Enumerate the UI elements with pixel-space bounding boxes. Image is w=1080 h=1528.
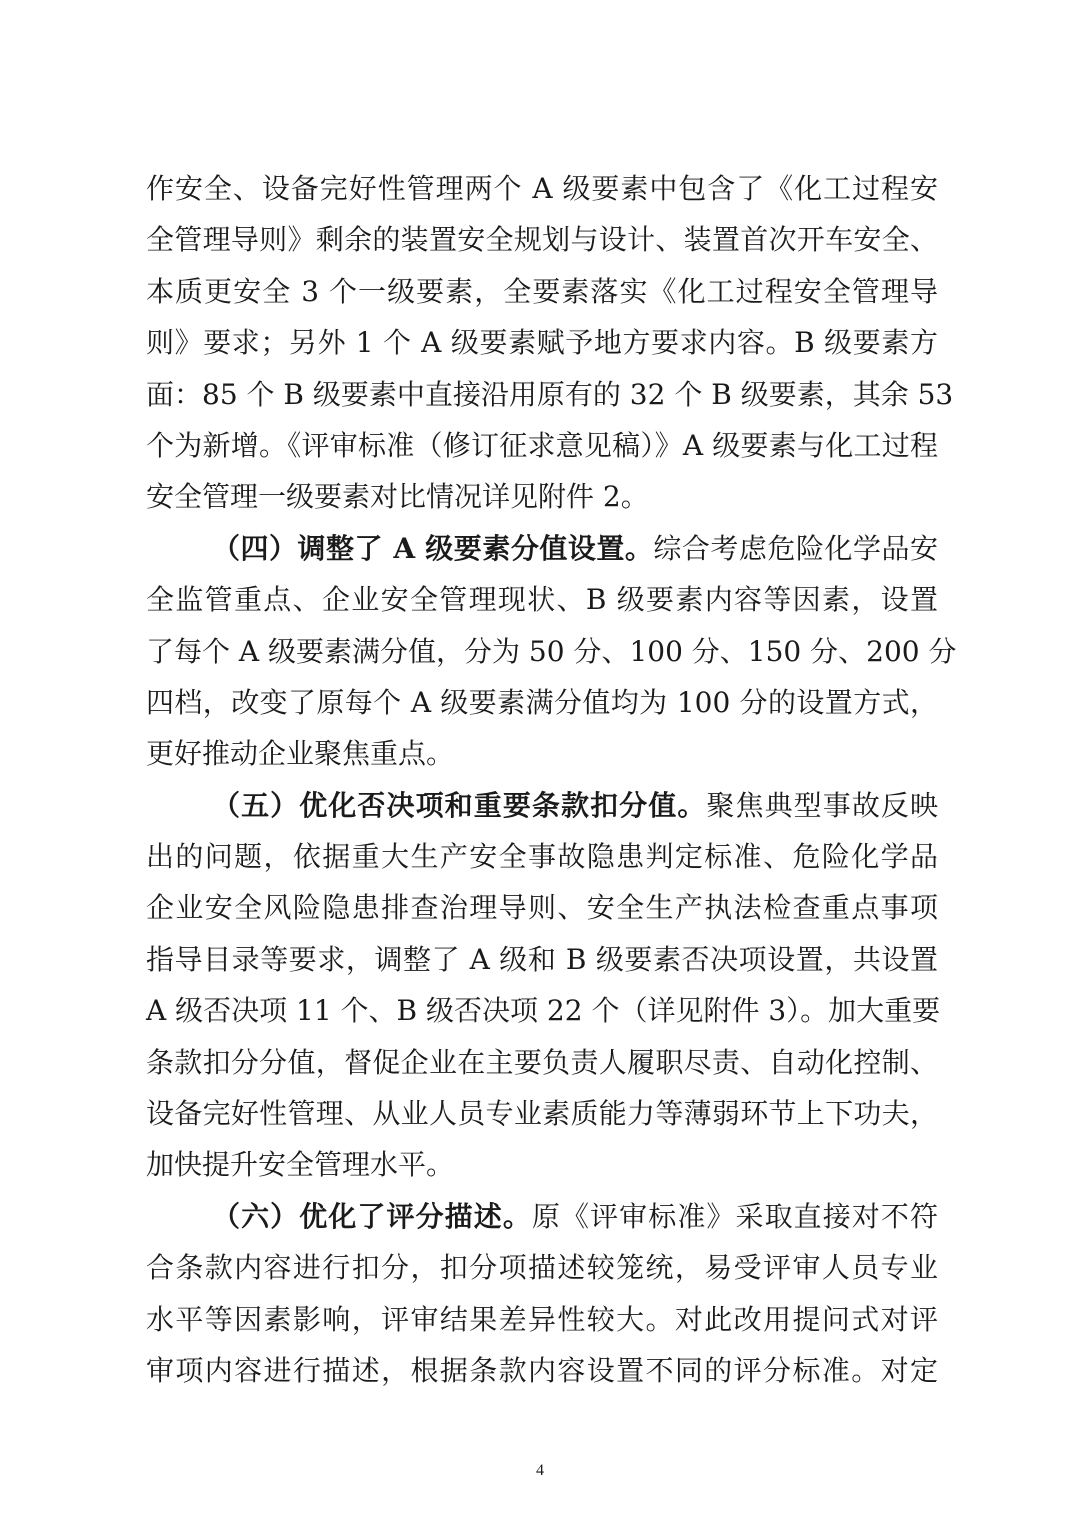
page-number: 4	[536, 1462, 544, 1479]
text-line: 条款扣分分值，督促企业在主要负责人履职尽责、自动化控制、	[146, 1045, 938, 1079]
text-line: 设备完好性管理、从业人员专业素质能力等薄弱环节上下功夫，	[146, 1097, 938, 1131]
text-line: 全监管重点、企业安全管理现状、B 级要素内容等因素，设置	[146, 583, 938, 617]
text-line: 出的问题，依据重大生产安全事故隐患判定标准、危险化学品	[146, 840, 938, 874]
paragraph-section-5	[146, 780, 941, 1191]
paragraph-section-4	[146, 523, 957, 780]
text-line: 合条款内容进行扣分，扣分项描述较笼统，易受评审人员专业	[146, 1251, 938, 1285]
text-span: 原《评审标准》采取直接对不符	[531, 1199, 938, 1233]
text-line	[146, 1191, 938, 1242]
text-line: 安全管理一级要素对比情况详见附件 2。	[146, 480, 649, 514]
text-line: 个为新增。《评审标准（修订征求意见稿）》A 级要素与化工过程	[146, 428, 938, 462]
section-heading: （六）优化了评分描述。	[212, 1199, 532, 1233]
text-line: 了每个 A 级要素满分值，分为 50 分、100 分、150 分、200 分	[146, 634, 957, 668]
text-line: 加快提升安全管理水平。	[146, 1148, 455, 1182]
text-span: 聚焦典型事故反映	[706, 788, 938, 822]
text-line: 审项内容进行描述，根据条款内容设置不同的评分标准。对定	[146, 1353, 938, 1387]
paragraph-section-6	[146, 1191, 938, 1397]
text-line: 指导目录等要求，调整了 A 级和 B 级要素否决项设置，共设置	[146, 942, 938, 976]
text-line: 水平等因素影响，评审结果差异性较大。对此改用提问式对评	[146, 1302, 938, 1336]
text-span: 综合考虑危险化学品安	[653, 531, 938, 565]
text-line: 全管理导则》剩余的装置安全规划与设计、装置首次开车安全、	[146, 223, 938, 257]
paragraph-continuation	[146, 163, 954, 523]
text-line	[146, 780, 938, 831]
text-line	[146, 523, 938, 574]
text-line: 四档，改变了原每个 A 级要素满分值均为 100 分的设置方式，	[146, 685, 938, 719]
section-heading: （五）优化否决项和重要条款扣分值。	[212, 788, 707, 822]
text-line: 本质更安全 3 个一级要素，全要素落实《化工过程安全管理导	[146, 274, 938, 308]
text-line: 企业安全风险隐患排查治理导则、安全生产执法检查重点事项	[146, 891, 938, 925]
text-line: 作安全、设备完好性管理两个 A 级要素中包含了《化工过程安	[146, 172, 938, 205]
document-body	[146, 163, 957, 1396]
text-line: 更好推动企业聚焦重点。	[146, 737, 455, 771]
text-line: 面：85 个 B 级要素中直接沿用原有的 32 个 B 级要素，其余 53	[146, 377, 954, 411]
text-line: 则》要求；另外 1 个 A 级要素赋予地方要求内容。B 级要素方	[146, 326, 938, 360]
section-heading: （四）调整了 A 级要素分值设置。	[212, 531, 654, 565]
text-line: A 级否决项 11 个、B 级否决项 22 个（详见附件 3）。加大重要	[146, 994, 941, 1028]
